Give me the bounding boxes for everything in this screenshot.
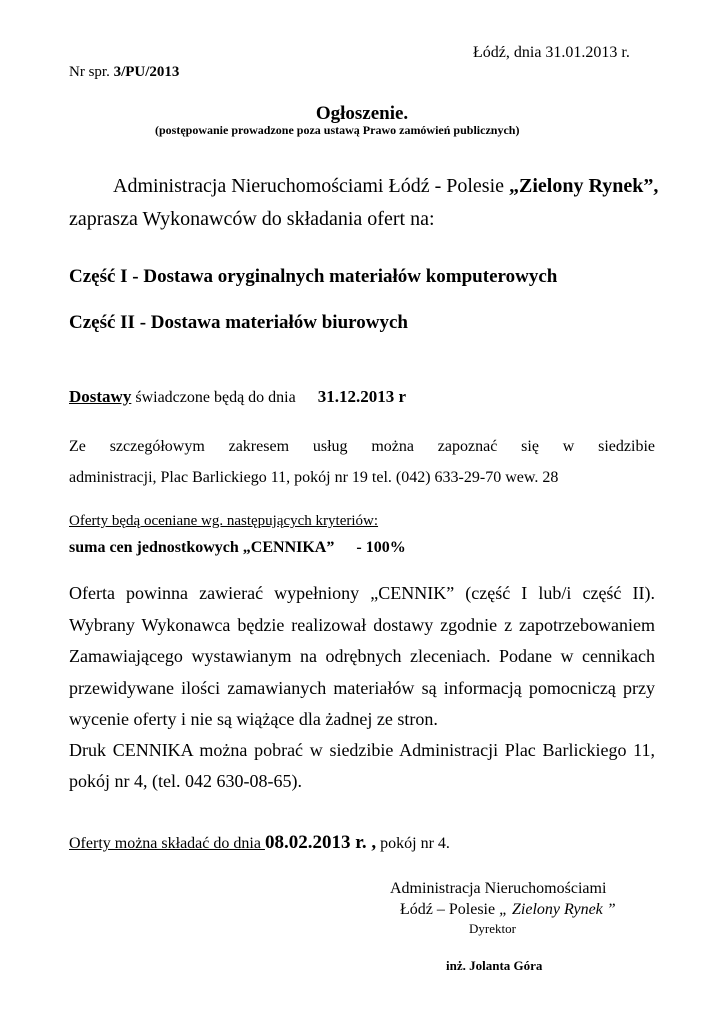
body-line-2: Wybrany Wykonawca będzie realizował dostawy zgodnie z zapotrzebowaniem	[69, 615, 655, 635]
signature-name: inż. Jolanta Góra	[446, 958, 543, 973]
case-number: 3/PU/2013	[113, 64, 180, 80]
part-2-heading: Część II - Dostawa materiałów biurowych	[69, 312, 408, 333]
intro-line-2: zaprasza Wykonawców do składania ofert na:	[69, 208, 435, 230]
signature-organization-name: „ Zielony Rynek ”	[499, 901, 616, 918]
offers-label: Oferty można składać do dnia	[69, 835, 265, 852]
details-line-1: Ze szczegółowym zakresem usług można zapoznać się w siedzibie	[69, 438, 655, 455]
document-title: Ogłoszenie.	[315, 103, 409, 124]
body-line-1: Oferta powinna zawierać wypełniony „CENNIK” (część I lub/i część II).	[69, 583, 655, 603]
delivery-deadline	[69, 387, 406, 407]
criteria-item	[69, 539, 406, 557]
body-line-3: Zamawiającego wystawianym na odrębnych zleceniach. Podane w cennikach	[69, 646, 655, 666]
signature-organization: Administracja Nieruchomościami	[390, 880, 607, 897]
intro-organization-name: „Zielony Rynek”,	[509, 175, 659, 197]
body-line-6: Druk CENNIKA można pobrać w siedzibie Administracji Plac Barlickiego 11,	[69, 740, 655, 760]
intro-line-1	[113, 175, 658, 198]
delivery-date: 31.12.2013 r	[317, 387, 407, 406]
signature-role: Dyrektor	[469, 921, 516, 936]
case-prefix: Nr spr.	[69, 64, 110, 80]
offers-date: 08.02.2013 r. ,	[264, 832, 377, 853]
criteria-weight: - 100%	[356, 539, 406, 556]
delivery-label: Dostawy	[69, 387, 132, 406]
document-subtitle: (postępowanie prowadzone poza ustawą Prawo zamówień publicznych)	[155, 123, 520, 137]
body-line-4: przewidywane ilości zamawianych materiałów są informacją pomocniczą przy	[69, 678, 655, 698]
signature-location	[400, 901, 616, 919]
criteria-heading: Oferty będą oceniane wg. następujących kryteriów:	[69, 513, 379, 529]
delivery-text: świadczone będą do dnia	[131, 389, 296, 406]
part-1-heading: Część I - Dostawa oryginalnych materiałów komputerowych	[69, 266, 558, 287]
details-line-2: administracji, Plac Barlickiego 11, pokój nr 19 tel. (042) 633-29-70 wew. 28	[69, 469, 559, 486]
criteria-item-text: suma cen jednostkowych „CENNIKA”	[69, 539, 335, 556]
offers-deadline	[69, 832, 450, 854]
document-date: Łódź, dnia 31.01.2013 r.	[473, 44, 630, 61]
intro-organization: Administracja Nieruchomościami Łódź - Polesie	[113, 175, 510, 197]
offers-room: pokój nr 4.	[376, 835, 450, 852]
body-line-5: wycenie oferty i nie są wiążące dla żadnej ze stron.	[69, 709, 438, 729]
case-reference	[69, 64, 179, 81]
body-line-7: pokój nr 4, (tel. 042 630-08-65).	[69, 771, 302, 791]
signature-location-text: Łódź – Polesie	[400, 901, 500, 918]
